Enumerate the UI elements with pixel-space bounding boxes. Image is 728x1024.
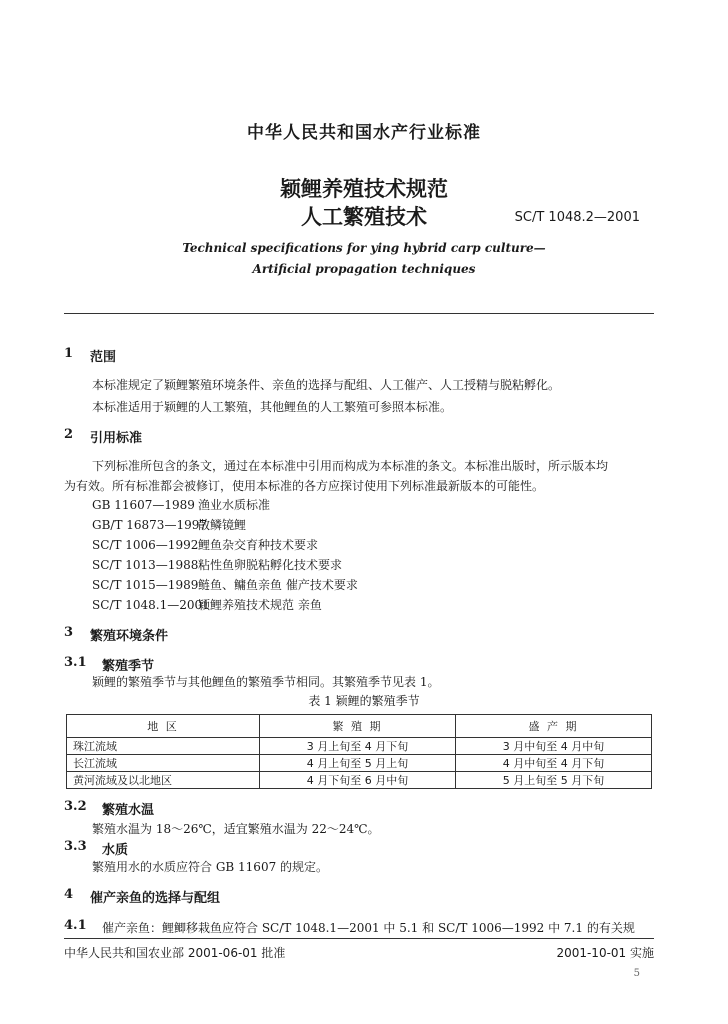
table-cell-breeding-period: 4 月上旬至 5 月上旬 xyxy=(260,755,456,772)
implementation-date: 2001-10-01 实施 xyxy=(556,946,654,960)
subsection-3-3-text: 繁殖用水的水质应符合 GB 11607 的规定。 xyxy=(92,860,329,874)
section-1-paragraph-2: 本标准适用于颖鲤的人工繁殖，其他鲤鱼的人工繁殖可参照本标准。 xyxy=(92,400,453,414)
reference-number: SC/T 1048.1—2001 xyxy=(92,598,210,612)
subsection-3-1-title: 繁殖季节 xyxy=(102,659,155,674)
reference-number: SC/T 1015—1989 xyxy=(92,578,199,592)
reference-number: GB/T 16873—1997 xyxy=(92,518,207,532)
table-row xyxy=(67,738,652,755)
subsection-3-1-text: 颖鲤的繁殖季节与其他鲤鱼的繁殖季节相同。其繁殖季节见表 1。 xyxy=(92,675,440,689)
reference-title: 鲢鱼、鳙鱼亲鱼 催产技术要求 xyxy=(198,578,358,592)
english-title-line-2: Artificial propagation techniques xyxy=(252,262,476,276)
table-row xyxy=(67,755,652,772)
subsection-4-1-text: 催产亲鱼：鲤鲫移栽鱼应符合 SC/T 1048.1—2001 中 5.1 和 SC/T 1006—1992 中 7.1 的有关规 xyxy=(102,921,635,935)
title-line-1: 颖鲤养殖技术规范 xyxy=(280,176,448,201)
table-header-peak-period: 盛 产 期 xyxy=(456,715,652,738)
reference-title: 鲤鱼杂交育种技术要求 xyxy=(198,538,319,552)
section-2-number: 2 xyxy=(64,427,74,442)
table-header-breeding-period: 繁 殖 期 xyxy=(260,715,456,738)
reference-title: 粘性鱼卵脱粘孵化技术要求 xyxy=(198,558,343,572)
reference-title: 渔业水质标准 xyxy=(198,498,271,512)
ministry-heading: 中华人民共和国水产行业标准 xyxy=(247,123,481,143)
table-cell-peak-period: 3 月中旬至 4 月中旬 xyxy=(456,738,652,755)
table-header-region: 地 区 xyxy=(67,715,260,738)
table-cell-region: 珠江流域 xyxy=(67,738,260,755)
table-row xyxy=(67,772,652,789)
section-4-number: 4 xyxy=(64,887,74,902)
header-divider xyxy=(64,313,654,314)
reference-item xyxy=(92,556,342,573)
subsection-3-2-title: 繁殖水温 xyxy=(102,803,155,818)
reference-item xyxy=(92,596,322,613)
subsection-3-2-number: 3.2 xyxy=(64,799,87,814)
subsection-3-3-number: 3.3 xyxy=(64,839,87,854)
reference-title: 颖鲤养殖技术规范 亲鱼 xyxy=(198,598,322,612)
section-3-title: 繁殖环境条件 xyxy=(90,629,169,644)
reference-title: 散鳞镜鲤 xyxy=(198,518,247,532)
reference-item xyxy=(92,516,246,533)
subsection-3-1-number: 3.1 xyxy=(64,655,87,670)
table-header-row xyxy=(67,715,652,738)
reference-number: SC/T 1013—1988 xyxy=(92,558,199,572)
table-cell-peak-period: 4 月中旬至 4 月下旬 xyxy=(456,755,652,772)
standard-number: SC/T 1048.2—2001 xyxy=(514,210,640,225)
table-cell-peak-period: 5 月上旬至 5 月下旬 xyxy=(456,772,652,789)
reference-item xyxy=(92,536,318,553)
approval-note: 中华人民共和国农业部 2001-06-01 批准 xyxy=(64,946,286,960)
section-4-title: 催产亲鱼的选择与配组 xyxy=(90,891,221,906)
breeding-season-table xyxy=(66,714,652,789)
section-1-paragraph-1: 本标准规定了颖鲤繁殖环境条件、亲鱼的选择与配组、人工催产、人工授精与脱粘孵化。 xyxy=(92,378,561,392)
section-2-paragraph-line-2: 为有效。所有标准都会被修订，使用本标准的各方应探讨使用下列标准最新版本的可能性。 xyxy=(64,479,545,493)
table-cell-region: 长江流域 xyxy=(67,755,260,772)
reference-number: SC/T 1006—1992 xyxy=(92,538,199,552)
reference-item xyxy=(92,496,270,513)
title-line-2: 人工繁殖技术 xyxy=(301,204,427,229)
table-cell-region: 黄河流域及以北地区 xyxy=(67,772,260,789)
section-1-title: 范围 xyxy=(90,350,117,365)
table-cell-breeding-period: 4 月下旬至 6 月中旬 xyxy=(260,772,456,789)
reference-number: GB 11607—1989 xyxy=(92,498,195,512)
footer-divider xyxy=(64,938,654,939)
section-2-paragraph-line-1: 下列标准所包含的条文，通过在本标准中引用而构成为本标准的条文。本标准出版时，所示版本均 xyxy=(92,459,609,473)
table-caption: 表 1 颖鲤的繁殖季节 xyxy=(308,694,420,708)
subsection-3-3-title: 水质 xyxy=(102,843,129,858)
section-2-title: 引用标准 xyxy=(90,431,143,446)
reference-item xyxy=(92,576,358,593)
page-number: 5 xyxy=(633,968,640,979)
subsection-4-1-number: 4.1 xyxy=(64,918,87,933)
table-cell-breeding-period: 3 月上旬至 4 月下旬 xyxy=(260,738,456,755)
english-title-line-1: Technical specifications for ying hybrid carp culture— xyxy=(182,241,546,255)
section-3-number: 3 xyxy=(64,625,74,640)
section-1-number: 1 xyxy=(64,346,74,361)
subsection-3-2-text: 繁殖水温为 18～26℃，适宜繁殖水温为 22～24℃。 xyxy=(92,822,380,836)
